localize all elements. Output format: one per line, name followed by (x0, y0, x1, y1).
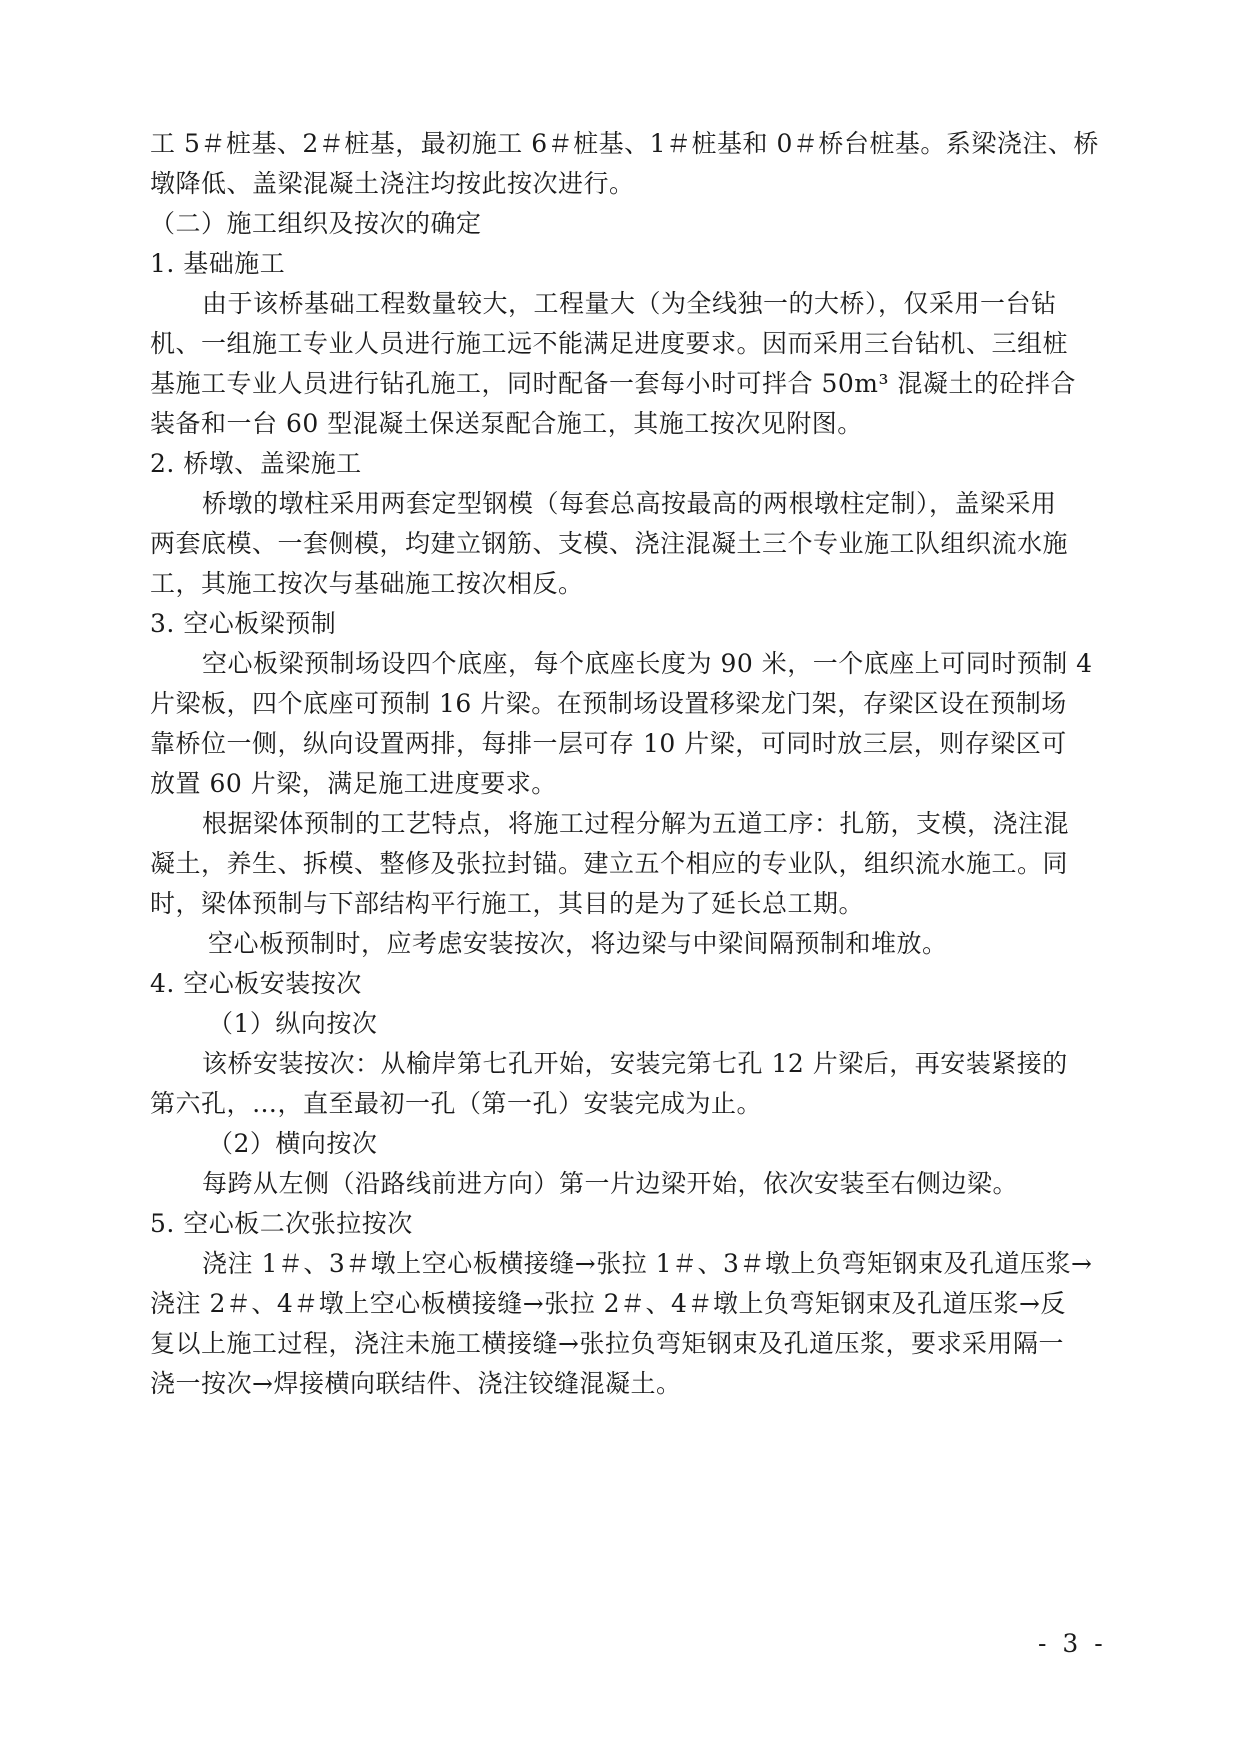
text-line: 浇一按次→焊接横向联结件、浇注铰缝混凝土。 (150, 1369, 682, 1398)
section-heading: （二）施工组织及按次的确定 (150, 209, 482, 238)
text-line: 放置 60 片梁，满足施工进度要求。 (150, 769, 557, 798)
subsection-heading: 4. 空心板安装按次 (150, 969, 362, 998)
text-line: 两套底模、一套侧模，均建立钢筋、支模、浇注混凝土三个专业施工队组织流水施 (150, 529, 1069, 558)
text-line: 浇注 2＃、4＃墩上空心板横接缝→张拉 2＃、4＃墩上负弯矩钢束及孔道压浆→反 (150, 1289, 1066, 1318)
text-line: 凝土，养生、拆模、整修及张拉封锚。建立五个相应的专业队，组织流水施工。同 (150, 849, 1069, 878)
text-line: 该桥安装按次：从榆岸第七孔开始，安装完第七孔 12 片梁后，再安装紧接的 (202, 1049, 1068, 1078)
item-heading: （1）纵向按次 (208, 1009, 378, 1038)
text-line: 片梁板，四个底座可预制 16 片梁。在预制场设置移梁龙门架，存梁区设在预制场 (150, 689, 1067, 718)
subsection-heading: 2. 桥墩、盖梁施工 (150, 449, 362, 478)
text-line: 桥墩的墩柱采用两套定型钢模（每套总高按最高的两根墩柱定制），盖梁采用 (202, 489, 1057, 518)
document-body (150, 124, 1110, 1404)
text-line: 机、一组施工专业人员进行施工远不能满足进度要求。因而采用三台钻机、三组桩 (150, 329, 1069, 358)
text-line: 复以上施工过程，浇注未施工横接缝→张拉负弯矩钢束及孔道压浆，要求采用隔一 (150, 1329, 1064, 1358)
text-line: 空心板预制时，应考虑安装按次，将边梁与中梁间隔预制和堆放。 (208, 929, 948, 958)
text-line: 工 5＃桩基、2＃桩基，最初施工 6＃桩基、1＃桩基和 0＃桥台桩基。系梁浇注、桥 (150, 129, 1099, 158)
text-line: 根据梁体预制的工艺特点，将施工过程分解为五道工序：扎筋，支模，浇注混 (202, 809, 1070, 838)
text-line: 空心板梁预制场设四个底座，每个底座长度为 90 米，一个底座上可同时预制 4 (202, 649, 1093, 678)
text-line: 第六孔，…，直至最初一孔（第一孔）安装完成为止。 (150, 1089, 763, 1118)
text-line: 浇注 1＃、3＃墩上空心板横接缝→张拉 1＃、3＃墩上负弯矩钢束及孔道压浆→ (202, 1249, 1093, 1278)
page-number: - 3 - (1038, 1629, 1107, 1658)
text-line: 工，其施工按次与基础施工按次相反。 (150, 569, 584, 598)
text-line: 基施工专业人员进行钻孔施工，同时配备一套每小时可拌合 50m³ 混凝土的砼拌合 (150, 369, 1076, 398)
subsection-heading: 5. 空心板二次张拉按次 (150, 1209, 413, 1238)
text-line: 靠桥位一侧，纵向设置两排，每排一层可存 10 片梁，可同时放三层，则存梁区可 (150, 729, 1067, 758)
subsection-heading: 1. 基础施工 (150, 249, 286, 278)
text-line: 由于该桥基础工程数量较大，工程量大（为全线独一的大桥），仅采用一台钻 (202, 289, 1057, 318)
text-line: 墩降低、盖梁混凝土浇注均按此按次进行。 (150, 169, 635, 198)
subsection-heading: 3. 空心板梁预制 (150, 609, 337, 638)
text-line: 每跨从左侧（沿路线前进方向）第一片边梁开始，依次安装至右侧边梁。 (202, 1169, 1019, 1198)
item-heading: （2）横向按次 (208, 1129, 378, 1158)
text-line: 时，梁体预制与下部结构平行施工，其目的是为了延长总工期。 (150, 889, 865, 918)
text-line: 装备和一台 60 型混凝土保送泵配合施工，其施工按次见附图。 (150, 409, 863, 438)
